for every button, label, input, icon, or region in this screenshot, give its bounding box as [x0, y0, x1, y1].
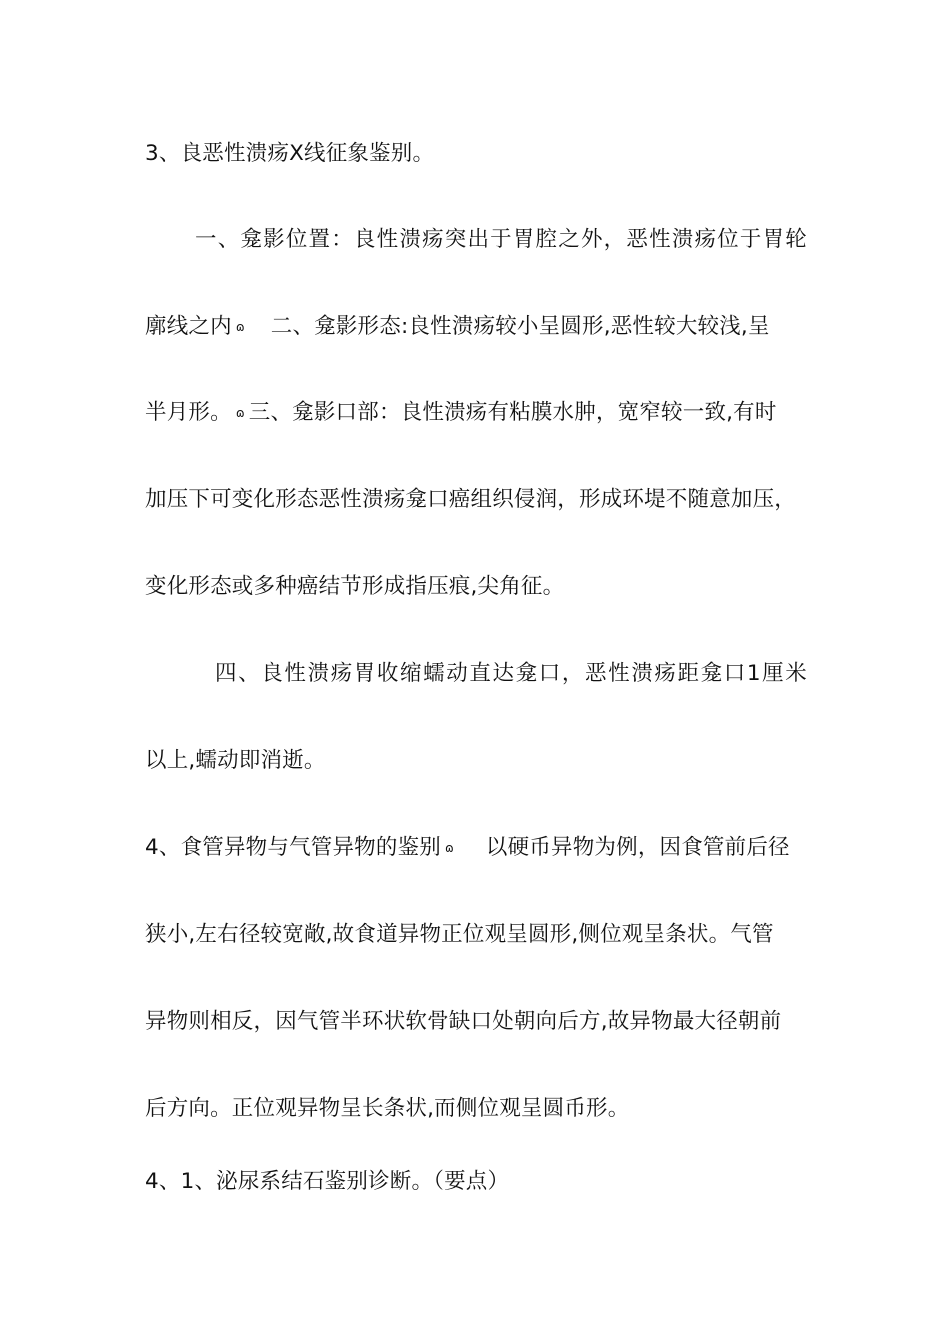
- paragraph-mark-icon: ɷ: [444, 841, 454, 855]
- text-segment: 变化形态或多种癌结节形成指压痕,尖角征。: [145, 574, 565, 599]
- text-segment: 半月形。: [145, 400, 232, 425]
- paragraph-mark-icon: ɷ: [235, 406, 245, 420]
- text-segment: 一、龛影位置：良性溃疡突出于胃腔之外，恶性溃疡位于胃轮: [195, 227, 807, 252]
- heading-4-text: 4、食管异物与气管异物的鉴别: [145, 835, 441, 860]
- text-segment: 加压下可变化形态恶性溃疡龛口癌组织侵润，形成环堤不随意加压，: [145, 487, 797, 512]
- text-line: [145, 1094, 807, 1124]
- text-segment: 廓线之内: [145, 314, 232, 339]
- text-line: [145, 746, 807, 776]
- text-line: [145, 312, 807, 342]
- text-segment: 三、龛影口部：良性溃疡有粘膜水肿，宽窄较一致,有时: [248, 400, 777, 425]
- text-segment: 二、龛影形态:良性溃疡较小呈圆形,恶性较大较浅,呈: [270, 314, 770, 339]
- text-segment: 狭小,左右径较宽敞,故食道异物正位观呈圆形,侧位观呈条状。气管: [145, 922, 774, 947]
- text-segment: 四、良性溃疡胃收缩蠕动直达龛口，恶性溃疡距龛口1厘米: [215, 661, 807, 686]
- paragraph-mark-icon: ɷ: [235, 320, 245, 334]
- text-segment: 以上,蠕动即消逝。: [145, 748, 326, 773]
- heading-4: [145, 833, 807, 863]
- text-line: [145, 572, 807, 602]
- text-segment: 异物则相反，因气管半环状软骨缺口处朝向后方,故异物最大径朝前: [145, 1009, 782, 1034]
- text-line: [215, 659, 807, 689]
- text-line: [145, 485, 807, 515]
- heading-3: [145, 139, 807, 169]
- heading-4-1-text: 4、1、泌尿系结石鉴别诊断。（要点）: [145, 1169, 510, 1194]
- text-line: [145, 398, 807, 428]
- text-line: [145, 1007, 807, 1037]
- heading-4-1: [145, 1167, 807, 1197]
- text-segment: 以硬币异物为例，因食管前后径: [485, 835, 790, 860]
- text-line: [145, 920, 807, 950]
- text-line: [195, 225, 807, 255]
- heading-3-text: 3、良恶性溃疡X线征象鉴别。: [145, 141, 435, 166]
- text-segment: 后方向。正位观异物呈长条状,而侧位观呈圆币形。: [145, 1096, 630, 1121]
